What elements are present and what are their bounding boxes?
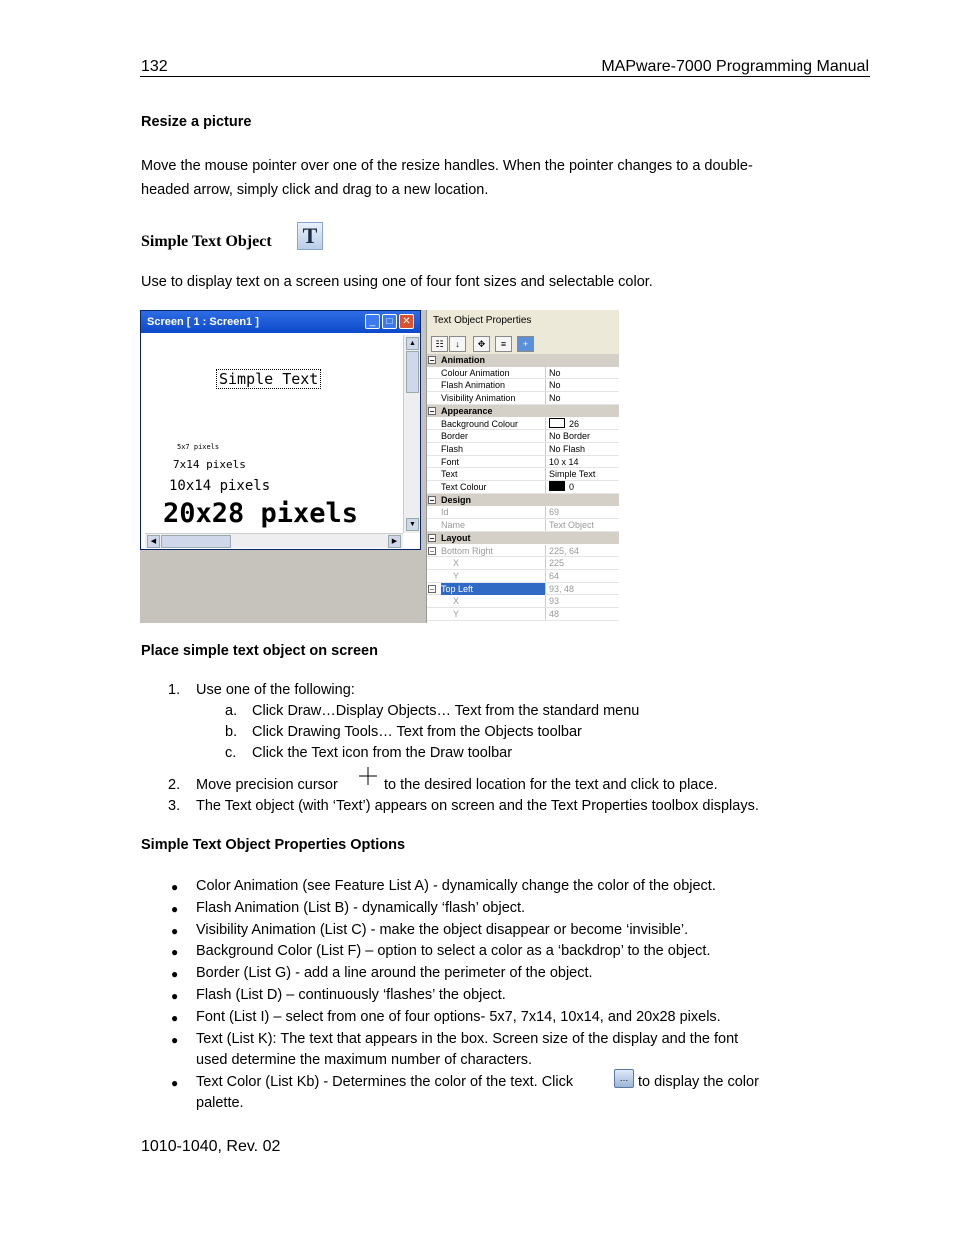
precision-cursor-icon [359,767,377,785]
align-icon[interactable]: ≡ [495,336,512,352]
prop-id[interactable]: Id 69 [427,506,619,519]
scroll-left-icon[interactable]: ◀ [147,535,160,548]
sort-az-icon[interactable]: ↓ [449,336,466,352]
horizontal-scrollbar[interactable] [145,533,403,548]
bullet-icon: ● [171,945,179,959]
option-item: Visibility Animation (List C) - make the object disappear or become ‘invisible’. [196,922,689,938]
header-rule [140,76,870,77]
option-text-line1: Text (List K): The text that appears in the box. Screen size of the display and the font [196,1031,739,1047]
prop-font[interactable]: Font 10 x 14 [427,456,619,469]
canvas-text-5x7[interactable]: 5x7 pixels [177,443,220,451]
manual-title: MAPware-7000 Programming Manual [601,58,869,75]
horizontal-scroll-thumb[interactable] [161,535,231,548]
option-item: Flash (List D) – continuously ‘flashes’ the object. [196,987,506,1003]
bullet-icon: ● [171,924,179,938]
bullet-icon: ● [171,967,179,981]
prop-text[interactable]: Text Simple Text [427,468,619,481]
place-heading: Place simple text object on screen [141,643,378,659]
bullet-icon: ● [171,1033,179,1047]
prop-top-left-y[interactable]: Y 48 [427,608,619,621]
category-design[interactable]: − Design [427,494,619,507]
scroll-right-icon[interactable]: ▶ [388,535,401,548]
sub-b-text: Click Drawing Tools… Text from the Objects toolbar [252,724,582,740]
step2-number: 2. [168,777,181,793]
text-tool-icon: T [297,222,323,250]
option-text-line2: used determine the maximum number of characters. [196,1052,533,1068]
simple-text-body: Use to display text on a screen using one of four font sizes and selectable color. [141,274,653,290]
option-item: Background Color (List F) – option to select a color as a ‘backdrop’ to the object. [196,943,711,959]
sub-b-label: b. [225,724,238,740]
simple-text-heading: Simple Text Object [141,233,272,250]
screenshot-figure [140,310,618,623]
bullet-icon: ● [171,902,179,916]
option-color-after: to display the color [638,1074,759,1090]
option-item: Font (List I) – select from one of four options- 5x7, 7x14, 10x14, and 20x28 pixels. [196,1009,721,1025]
prop-text-colour[interactable]: Text Colour 0 [427,481,619,494]
bullet-icon: ● [171,1011,179,1025]
prop-bottom-right-y[interactable]: Y 64 [427,570,619,583]
prop-flash-animation[interactable]: Flash Animation No [427,379,619,392]
step2-text-after: to the desired location for the text and click to place. [384,777,718,793]
step3-number: 3. [168,798,181,814]
properties-panel [426,310,619,623]
option-color-before: Text Color (List Kb) - Determines the color of the text. Click [196,1074,574,1090]
expand-icon[interactable]: ✥ [473,336,490,352]
sub-c-label: c. [225,745,237,761]
resize-heading: Resize a picture [141,114,252,130]
canvas-text-10x14[interactable]: 10x14 pixels [169,478,271,494]
option-item: Flash Animation (List B) - dynamically ‘flash’ object. [196,900,526,916]
option-item: Color Animation (see Feature List A) - dynamically change the color of the object. [196,878,716,894]
palette-button-icon: … [614,1069,634,1088]
properties-toolbar [427,332,619,355]
scroll-down-icon[interactable]: ▼ [406,518,419,531]
step1-number: 1. [168,682,181,698]
scroll-up-icon[interactable]: ▲ [406,337,419,350]
maximize-icon[interactable]: □ [382,314,397,329]
bullet-icon: ● [171,1076,179,1090]
prop-border[interactable]: Border No Border [427,430,619,443]
category-layout[interactable]: − Layout [427,532,619,545]
properties-panel-title: Text Object Properties [427,310,619,332]
screen-canvas[interactable] [145,335,404,531]
sub-a-label: a. [225,703,238,719]
prop-flash[interactable]: Flash No Flash [427,443,619,456]
text-colour-swatch [549,481,565,491]
sub-a-text: Click Draw…Display Objects… Text from the standard menu [252,703,640,719]
background-colour-swatch [549,418,565,428]
step3-text: The Text object (with ‘Text’) appears on screen and the Text Properties toolbox displays. [196,798,759,814]
canvas-simple-text[interactable]: Simple Text [216,369,321,389]
resize-body-line1: Move the mouse pointer over one of the resize handles. When the pointer changes to a double- [141,158,753,174]
bullet-icon: ● [171,880,179,894]
canvas-text-7x14[interactable]: 7x14 pixels [173,458,246,471]
prop-colour-animation[interactable]: Colour Animation No [427,367,619,380]
bullet-icon: ● [171,989,179,1003]
canvas-text-20x28[interactable]: 20x28 pixels [163,498,359,529]
sub-c-text: Click the Text icon from the Draw toolbar [252,745,513,761]
category-appearance[interactable]: − Appearance [427,405,619,418]
option-item: Border (List G) - add a line around the perimeter of the object. [196,965,593,981]
options-heading: Simple Text Object Properties Options [141,837,406,853]
prop-name[interactable]: Name Text Object [427,519,619,532]
page-number: 132 [141,58,168,75]
minimize-icon[interactable]: _ [365,314,380,329]
add-icon[interactable]: + [517,336,534,352]
prop-visibility-animation[interactable]: Visibility Animation No [427,392,619,405]
close-icon[interactable]: ✕ [399,314,414,329]
prop-background-colour[interactable]: Background Colour 26 [427,418,619,431]
vertical-scroll-thumb[interactable] [406,351,419,393]
screen-window-title: Screen [ 1 : Screen1 ] [141,311,420,333]
prop-bottom-right[interactable]: − Bottom Right 225, 64 [427,545,619,558]
option-color-line2: palette. [196,1095,244,1111]
step1-text: Use one of the following: [196,682,355,698]
resize-body-line2: headed arrow, simply click and drag to a new location. [141,182,489,198]
vertical-scrollbar[interactable] [403,335,420,533]
step2-text-before: Move precision cursor [196,777,338,793]
prop-top-left[interactable]: − Top Left 93, 48 [427,583,619,596]
categorized-icon[interactable]: ☷ [431,336,448,352]
doc-number: 1010-1040, Rev. 02 [141,1138,281,1155]
prop-bottom-right-x[interactable]: X 225 [427,557,619,570]
category-animation[interactable]: − Animation [427,354,619,367]
prop-top-left-x[interactable]: X 93 [427,595,619,608]
screen-window [140,310,421,550]
